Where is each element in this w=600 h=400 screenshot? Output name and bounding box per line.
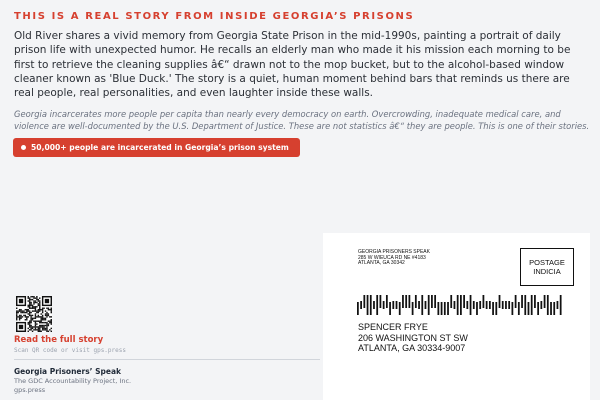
org-project: The GDC Accountability Project, Inc. bbox=[14, 377, 132, 385]
qr-code-icon[interactable] bbox=[16, 296, 52, 332]
stat-badge-label: 50,000+ people are incarcerated in Georgia’s prison system bbox=[31, 143, 289, 152]
return-address-line: GEORGIA PRISONERS SPEAK bbox=[358, 249, 430, 255]
bullet-dot-icon bbox=[21, 145, 26, 150]
scan-instructions: Scan QR code or visit gps.press bbox=[14, 347, 126, 354]
story-summary: Old River shares a vivid memory from Georgia State Prison in the mid-1990s, painting a portrait of daily prison life with unexpected humor. He recalls an elderly man who made it his mission each morning to be first to retrieve the cleaning supplies â€“ drawn not to the mop bucket, but to the alcohol-based window cleaner known as 'Blue Duck.' The story is a quiet, human moment behind bars that reminds us there are real people, real personalities, and even laughter inside these walls. bbox=[14, 30, 571, 100]
return-address-line: ATLANTA, GA 30342 bbox=[358, 260, 405, 267]
envelope-mockup bbox=[323, 233, 590, 400]
org-name: Georgia Prisoners’ Speak bbox=[14, 367, 122, 376]
incarceration-stat-badge[interactable] bbox=[13, 138, 300, 157]
postage-indicia-box bbox=[520, 248, 574, 286]
org-url: gps.press bbox=[14, 386, 46, 394]
story-kicker: THIS IS A REAL STORY FROM INSIDE GEORGIA’S PRISONS bbox=[14, 11, 415, 22]
postal-barcode-icon bbox=[357, 295, 563, 315]
read-full-story-link[interactable]: Read the full story bbox=[14, 335, 104, 345]
footer-divider bbox=[14, 359, 320, 360]
return-address-line: 285 W WIEUCA RD NE #4183 bbox=[358, 254, 426, 261]
return-address bbox=[358, 250, 430, 267]
recipient-line: SPENCER FRYE bbox=[358, 322, 428, 332]
recipient-address bbox=[358, 322, 468, 354]
indicia-label: INDICIA bbox=[533, 267, 561, 276]
recipient-line: 206 WASHINGTON ST SW bbox=[358, 332, 468, 343]
context-note: Georgia incarcerates more people per capita than nearly every democracy on earth. Overcrowding, inadequate medical care, and violence are well-documented by the U.S. Department of Justice. These are not statistics â€“ they are people. This is one of their stories. bbox=[14, 109, 590, 131]
recipient-line: ATLANTA, GA 30334-9007 bbox=[358, 343, 466, 353]
postage-label: POSTAGE bbox=[529, 257, 565, 267]
